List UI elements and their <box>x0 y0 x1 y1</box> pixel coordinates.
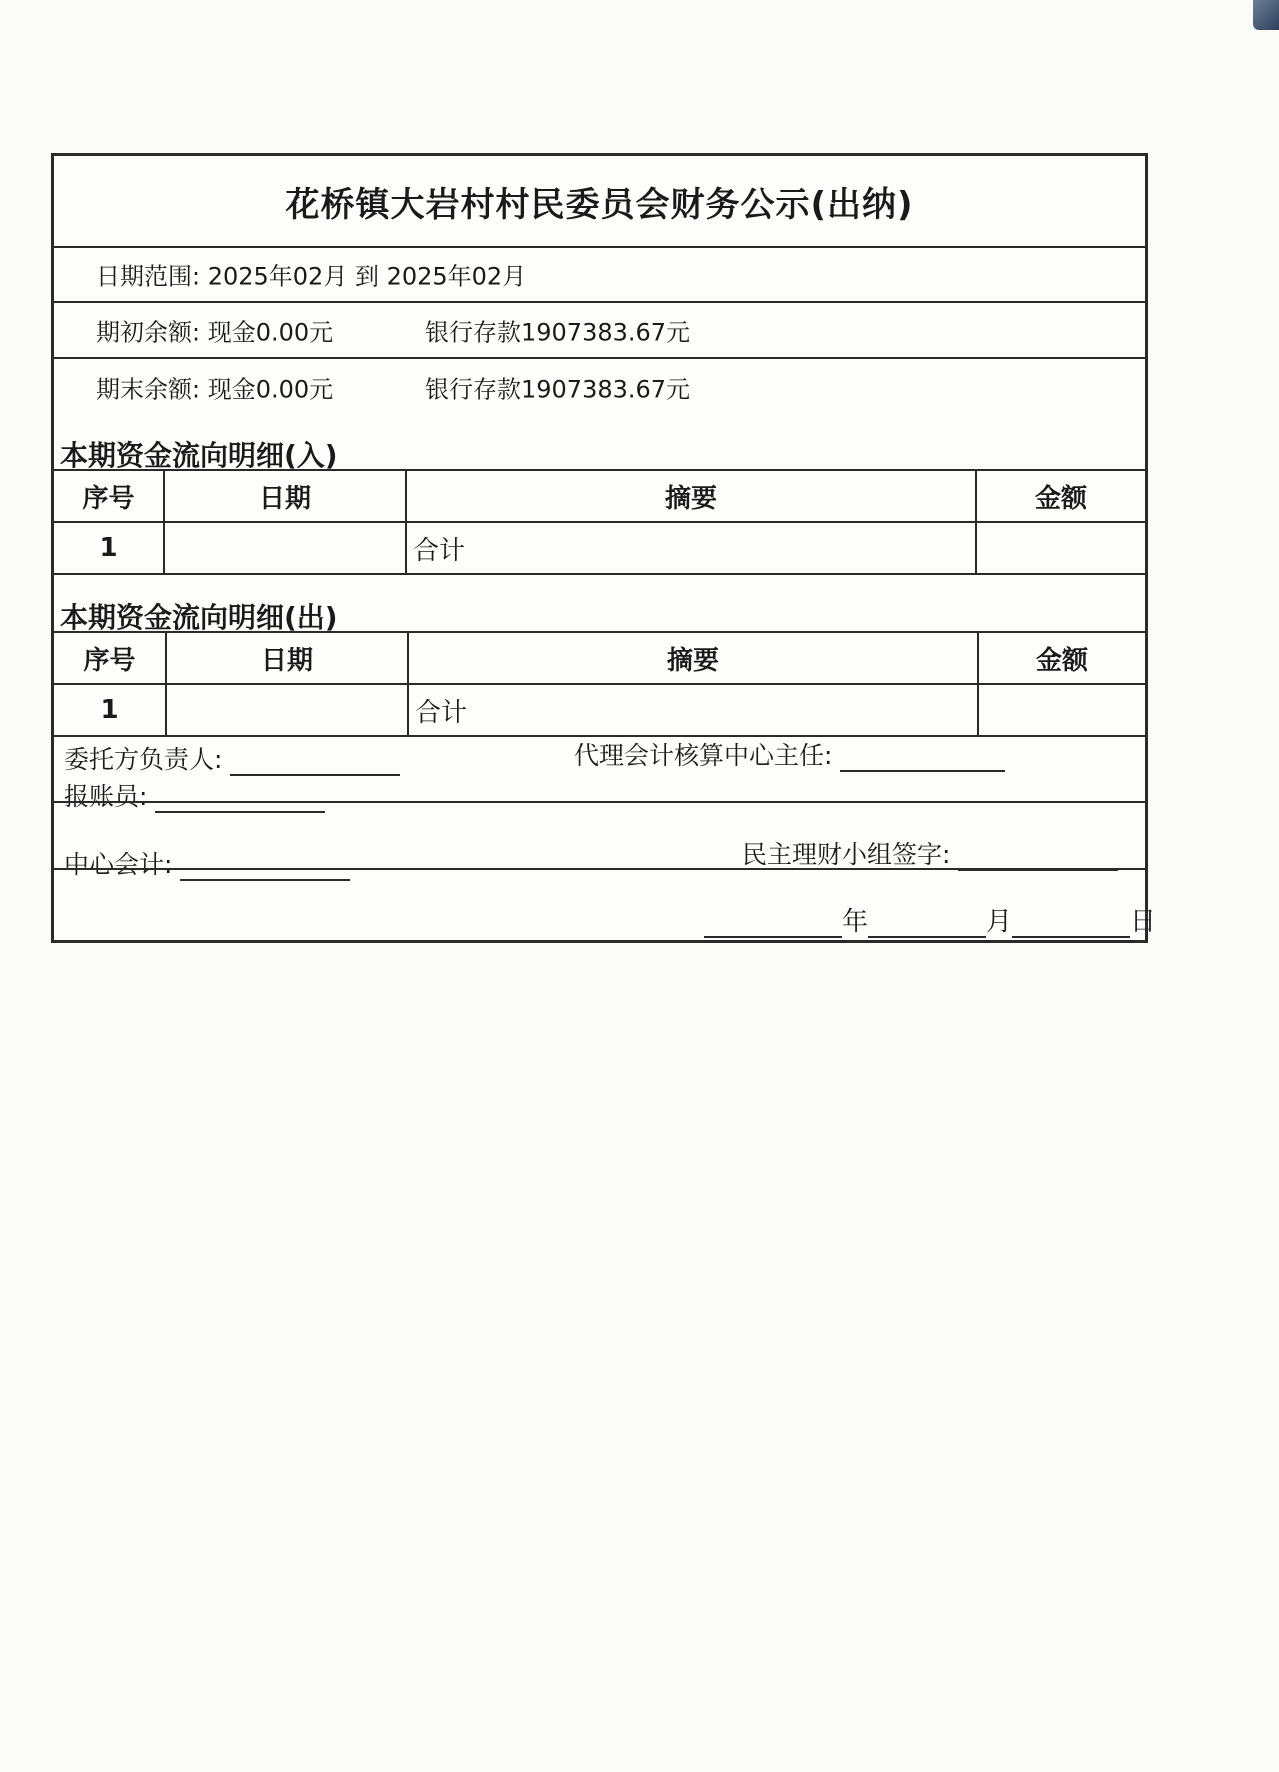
row-summary: 合计 <box>406 522 976 574</box>
row-amount <box>976 522 1145 574</box>
finance-group-label: 民主理财小组签字: <box>742 840 951 869</box>
row-number: 1 <box>54 522 164 574</box>
date-fields <box>704 901 1156 938</box>
closing-bank: 银行存款1907383.67元 <box>425 375 691 404</box>
finance-group-signature <box>742 835 1118 871</box>
finance-notice-form <box>51 153 1157 943</box>
date-range: 日期范围: 2025年02月 到 2025年02月 <box>96 262 527 290</box>
divider <box>54 801 1145 803</box>
signature-line <box>230 752 400 776</box>
expense-heading: 本期资金流向明细(出) <box>60 601 338 634</box>
client-head-signature <box>64 740 400 776</box>
table-row <box>54 522 1145 574</box>
expense-table <box>54 631 1145 737</box>
center-accountant-label: 中心会计: <box>64 850 173 879</box>
closing-cash: 期末余额: 现金0.00元 <box>96 375 334 404</box>
income-table <box>54 469 1145 575</box>
column-header: 日期 <box>164 470 406 522</box>
month-label: 月 <box>986 907 1013 937</box>
column-header: 金额 <box>978 632 1145 684</box>
year-label: 年 <box>842 907 869 937</box>
table-header-row <box>54 470 1145 522</box>
income-heading: 本期资金流向明细(入) <box>60 439 338 472</box>
page-title: 花桥镇大岩村村民委员会财务公示(出纳) <box>54 156 1145 248</box>
day-label: 日 <box>1130 907 1157 937</box>
client-head-label: 委托方负责人: <box>64 745 223 774</box>
row-number: 1 <box>54 684 166 736</box>
bookkeeper-signature <box>64 777 325 813</box>
opening-bank: 银行存款1907383.67元 <box>425 318 691 347</box>
column-header: 摘要 <box>408 632 978 684</box>
row-date <box>164 522 406 574</box>
opening-balance-row <box>54 303 1145 359</box>
closing-balance-row <box>54 359 1145 415</box>
column-header: 序号 <box>54 632 166 684</box>
month-line <box>868 914 986 938</box>
center-accountant-signature <box>64 845 350 881</box>
day-line <box>1012 914 1130 938</box>
agency-director-signature <box>574 736 1005 772</box>
corner-mark <box>1253 0 1279 30</box>
agency-director-label: 代理会计核算中心主任: <box>574 741 833 770</box>
date-range-row <box>54 246 1145 303</box>
row-summary: 合计 <box>408 684 978 736</box>
table-row <box>54 684 1145 736</box>
divider <box>54 868 1145 870</box>
column-header: 摘要 <box>406 470 976 522</box>
bookkeeper-label: 报账员: <box>64 782 148 811</box>
row-date <box>166 684 408 736</box>
signature-line <box>840 748 1005 772</box>
opening-cash: 期初余额: 现金0.00元 <box>96 318 334 347</box>
column-header: 日期 <box>166 632 408 684</box>
column-header: 金额 <box>976 470 1145 522</box>
table-header-row <box>54 632 1145 684</box>
year-line <box>704 914 842 938</box>
column-header: 序号 <box>54 470 164 522</box>
row-amount <box>978 684 1145 736</box>
